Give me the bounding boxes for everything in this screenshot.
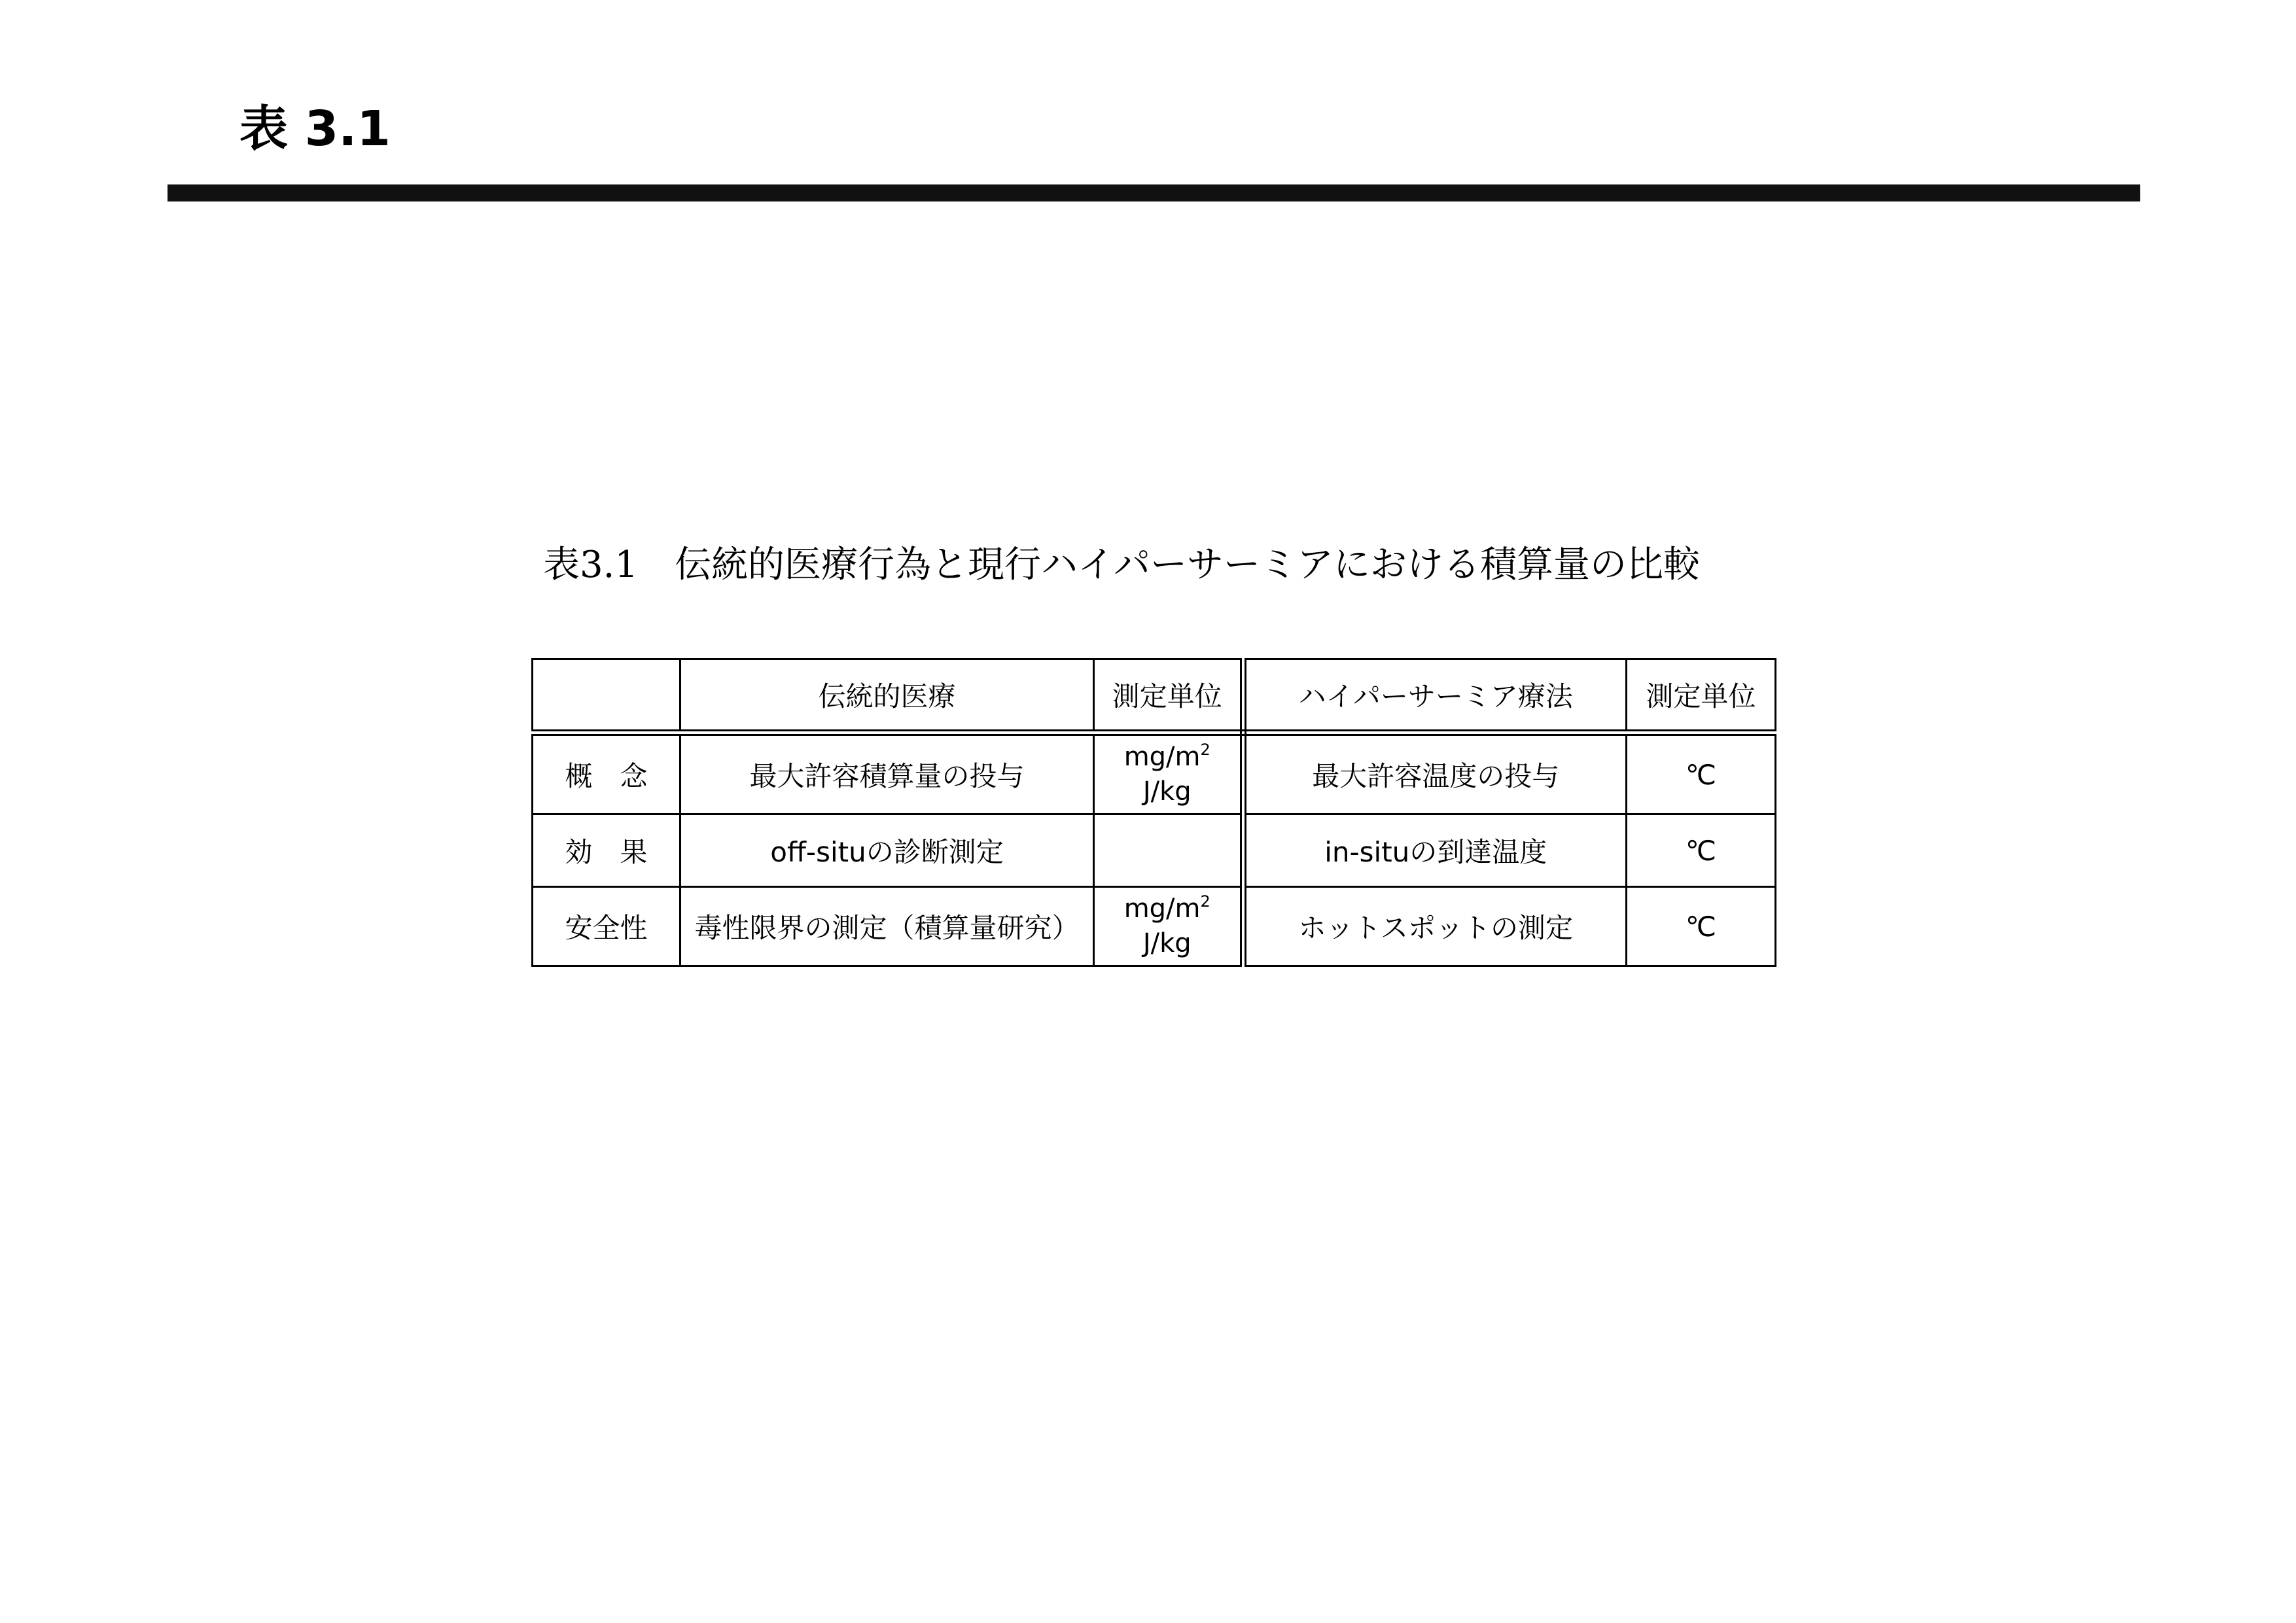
slide-heading: 表 3.1 <box>239 101 391 157</box>
unit-line-1 <box>1124 892 1210 926</box>
unit-line-2: J/kg <box>1142 777 1192 807</box>
table-header-row <box>533 659 1776 733</box>
cell-traditional-safety: 毒性限界の測定（積算量研究） <box>680 887 1094 966</box>
cell-unit-traditional-effect <box>1094 814 1243 887</box>
heading-rule <box>168 184 2140 201</box>
row-label-safety: 安全性 <box>533 887 680 966</box>
cell-unit-hyperthermia-concept: ℃ <box>1627 733 1776 814</box>
unit-superscript: 2 <box>1200 741 1210 759</box>
table-row-concept <box>533 733 1776 814</box>
cell-unit-hyperthermia-safety: ℃ <box>1627 887 1776 966</box>
unit-stack <box>1124 740 1210 809</box>
row-label-concept: 概 念 <box>533 733 680 814</box>
table-row-effect <box>533 814 1776 887</box>
cell-traditional-effect: off-situの診断測定 <box>680 814 1094 887</box>
cell-traditional-concept: 最大許容積算量の投与 <box>680 733 1094 814</box>
cell-hyperthermia-concept: 最大許容温度の投与 <box>1243 733 1627 814</box>
header-unit-hyperthermia: 測定単位 <box>1627 659 1776 733</box>
table-row-safety <box>533 887 1776 966</box>
table-caption: 表3.1 伝統的医療行為と現行ハイパーサーミアにおける積算量の比較 <box>543 544 1700 586</box>
header-hyperthermia-therapy: ハイパーサーミア療法 <box>1243 659 1627 733</box>
unit-text: mg/m <box>1123 894 1201 924</box>
header-unit-traditional: 測定単位 <box>1094 659 1243 733</box>
comparison-table <box>531 658 1776 967</box>
unit-line-1 <box>1124 740 1210 775</box>
unit-stack <box>1124 892 1210 961</box>
cell-hyperthermia-effect: in-situの到達温度 <box>1243 814 1627 887</box>
cell-unit-traditional-safety <box>1094 887 1243 966</box>
unit-line-2: J/kg <box>1142 928 1192 958</box>
header-traditional-medicine: 伝統的医療 <box>680 659 1094 733</box>
cell-unit-hyperthermia-effect: ℃ <box>1627 814 1776 887</box>
cell-hyperthermia-safety: ホットスポットの測定 <box>1243 887 1627 966</box>
unit-text: mg/m <box>1123 742 1201 773</box>
cell-unit-traditional-concept <box>1094 733 1243 814</box>
unit-superscript: 2 <box>1200 892 1210 911</box>
header-empty-cell <box>533 659 680 733</box>
row-label-effect: 効 果 <box>533 814 680 887</box>
